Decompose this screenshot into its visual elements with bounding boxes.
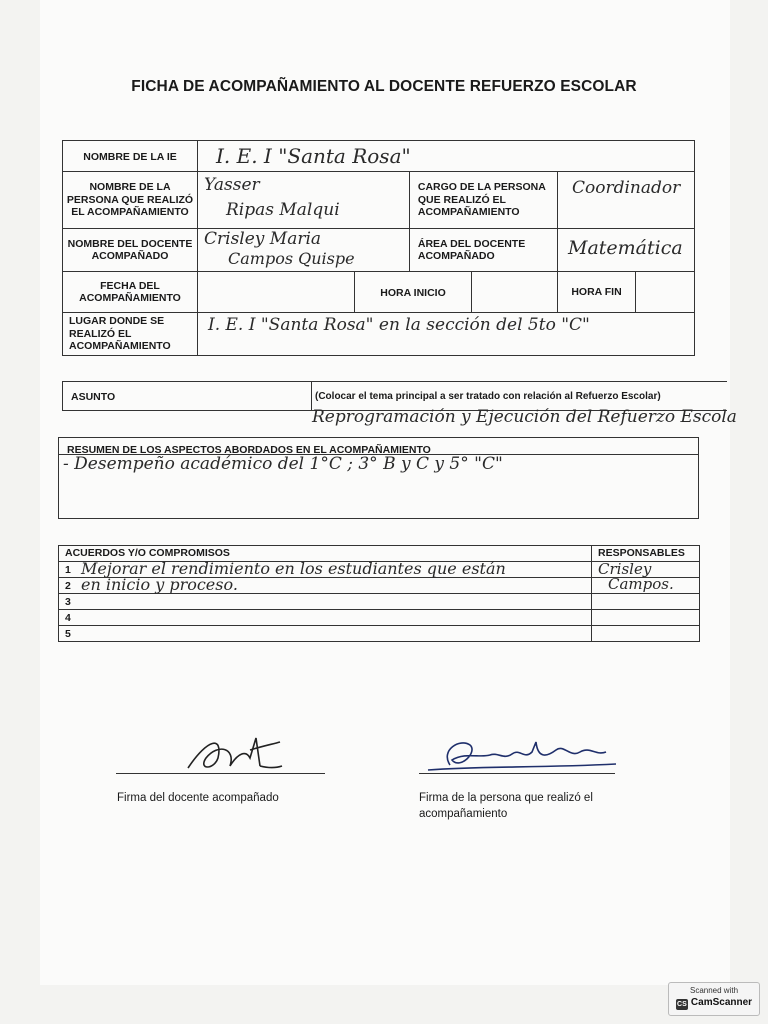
- hora-fin-label: HORA FIN: [571, 285, 622, 298]
- acuerdo-num: 1: [65, 563, 71, 576]
- acuerdo-num: 2: [65, 579, 71, 592]
- docente-signature-caption: Firma del docente acompañado: [117, 792, 279, 804]
- fecha-label: FECHA DEL ACOMPAÑAMIENTO: [79, 279, 181, 304]
- acuerdo-row: [59, 578, 700, 594]
- acuerdo-row: [59, 610, 700, 626]
- acuerdo-resp: Campos.: [608, 575, 674, 593]
- persona-signature-caption: Firma de la persona que realizó el acompañamiento: [419, 792, 593, 820]
- asunto-label: ASUNTO: [71, 391, 116, 403]
- asunto-note: (Colocar el tema principal a ser tratado con relación al Refuerzo Escolar): [315, 391, 661, 402]
- camscanner-brand: CamScanner: [690, 997, 753, 1008]
- hora-inicio-label: HORA INICIO: [380, 287, 446, 299]
- docente-signature: [178, 728, 288, 778]
- cargo-label: CARGO DE LA PERSONA QUE REALIZÓ EL ACOMPAÑAMIENTO: [417, 181, 546, 219]
- docente-signature-line: [116, 773, 325, 774]
- docente-name-line2: Campos Quispe: [228, 249, 355, 268]
- lugar-value: I. E. I "Santa Rosa" en la sección del 5to "C": [208, 315, 590, 335]
- asunto-value: Reprogramación y Ejecución del Refuerzo Escola: [312, 407, 737, 427]
- persona-label: NOMBRE DE LA PERSONA QUE REALIZÓ EL ACOMPAÑAMIENTO: [66, 181, 194, 219]
- persona-name-line2: Ripas Malqui: [226, 200, 340, 220]
- asunto-divider: [311, 382, 312, 410]
- resumen-label: RESUMEN DE LOS ASPECTOS ABORDADOS EN EL ACOMPAÑAMIENTO: [67, 444, 431, 456]
- acuerdos-label: ACUERDOS Y/O COMPROMISOS: [65, 547, 230, 560]
- area-value: Matemática: [568, 237, 683, 259]
- resumen-box: [58, 437, 699, 519]
- lugar-label: LUGAR DONDE SE REALIZÓ EL ACOMPAÑAMIENTO: [69, 315, 171, 353]
- acuerdo-text: en inicio y proceso.: [81, 575, 238, 594]
- persona-name-line1: Yasser: [204, 175, 260, 195]
- responsables-label: RESPONSABLES: [598, 547, 685, 560]
- document-title: FICHA DE ACOMPAÑAMIENTO AL DOCENTE REFUERZO ESCOLAR: [131, 78, 637, 95]
- acuerdo-text: Mejorar el rendimiento en los estudiantes que están: [81, 559, 506, 578]
- resumen-value: - Desempeño académico del 1°C ; 3° B y C y 5° "C": [63, 454, 503, 474]
- acuerdo-resp: Crisley: [598, 560, 652, 578]
- acuerdo-row: [59, 626, 700, 642]
- acuerdo-num: 4: [65, 611, 71, 624]
- ie-value: I. E. I "Santa Rosa": [216, 144, 411, 168]
- cargo-value: Coordinador: [572, 178, 681, 198]
- persona-signature-line: [419, 773, 615, 774]
- scanned-with-text: Scanned with: [689, 986, 739, 995]
- docente-name-line1: Crisley Maria: [204, 229, 322, 249]
- hora-fin-value: [636, 272, 694, 312]
- info-table: [62, 140, 695, 356]
- ie-label: NOMBRE DE LA IE: [83, 151, 177, 163]
- docente-label: NOMBRE DEL DOCENTE ACOMPAÑADO: [67, 237, 193, 262]
- acuerdo-row: [59, 594, 700, 610]
- acuerdo-num: 3: [65, 595, 71, 608]
- acuerdos-table: [58, 545, 700, 642]
- camscanner-icon: CS: [677, 1001, 687, 1008]
- acuerdo-num: 5: [65, 627, 71, 640]
- area-label: ÁREA DEL DOCENTE ACOMPAÑADO: [417, 237, 526, 262]
- camscanner-badge: [668, 982, 760, 1016]
